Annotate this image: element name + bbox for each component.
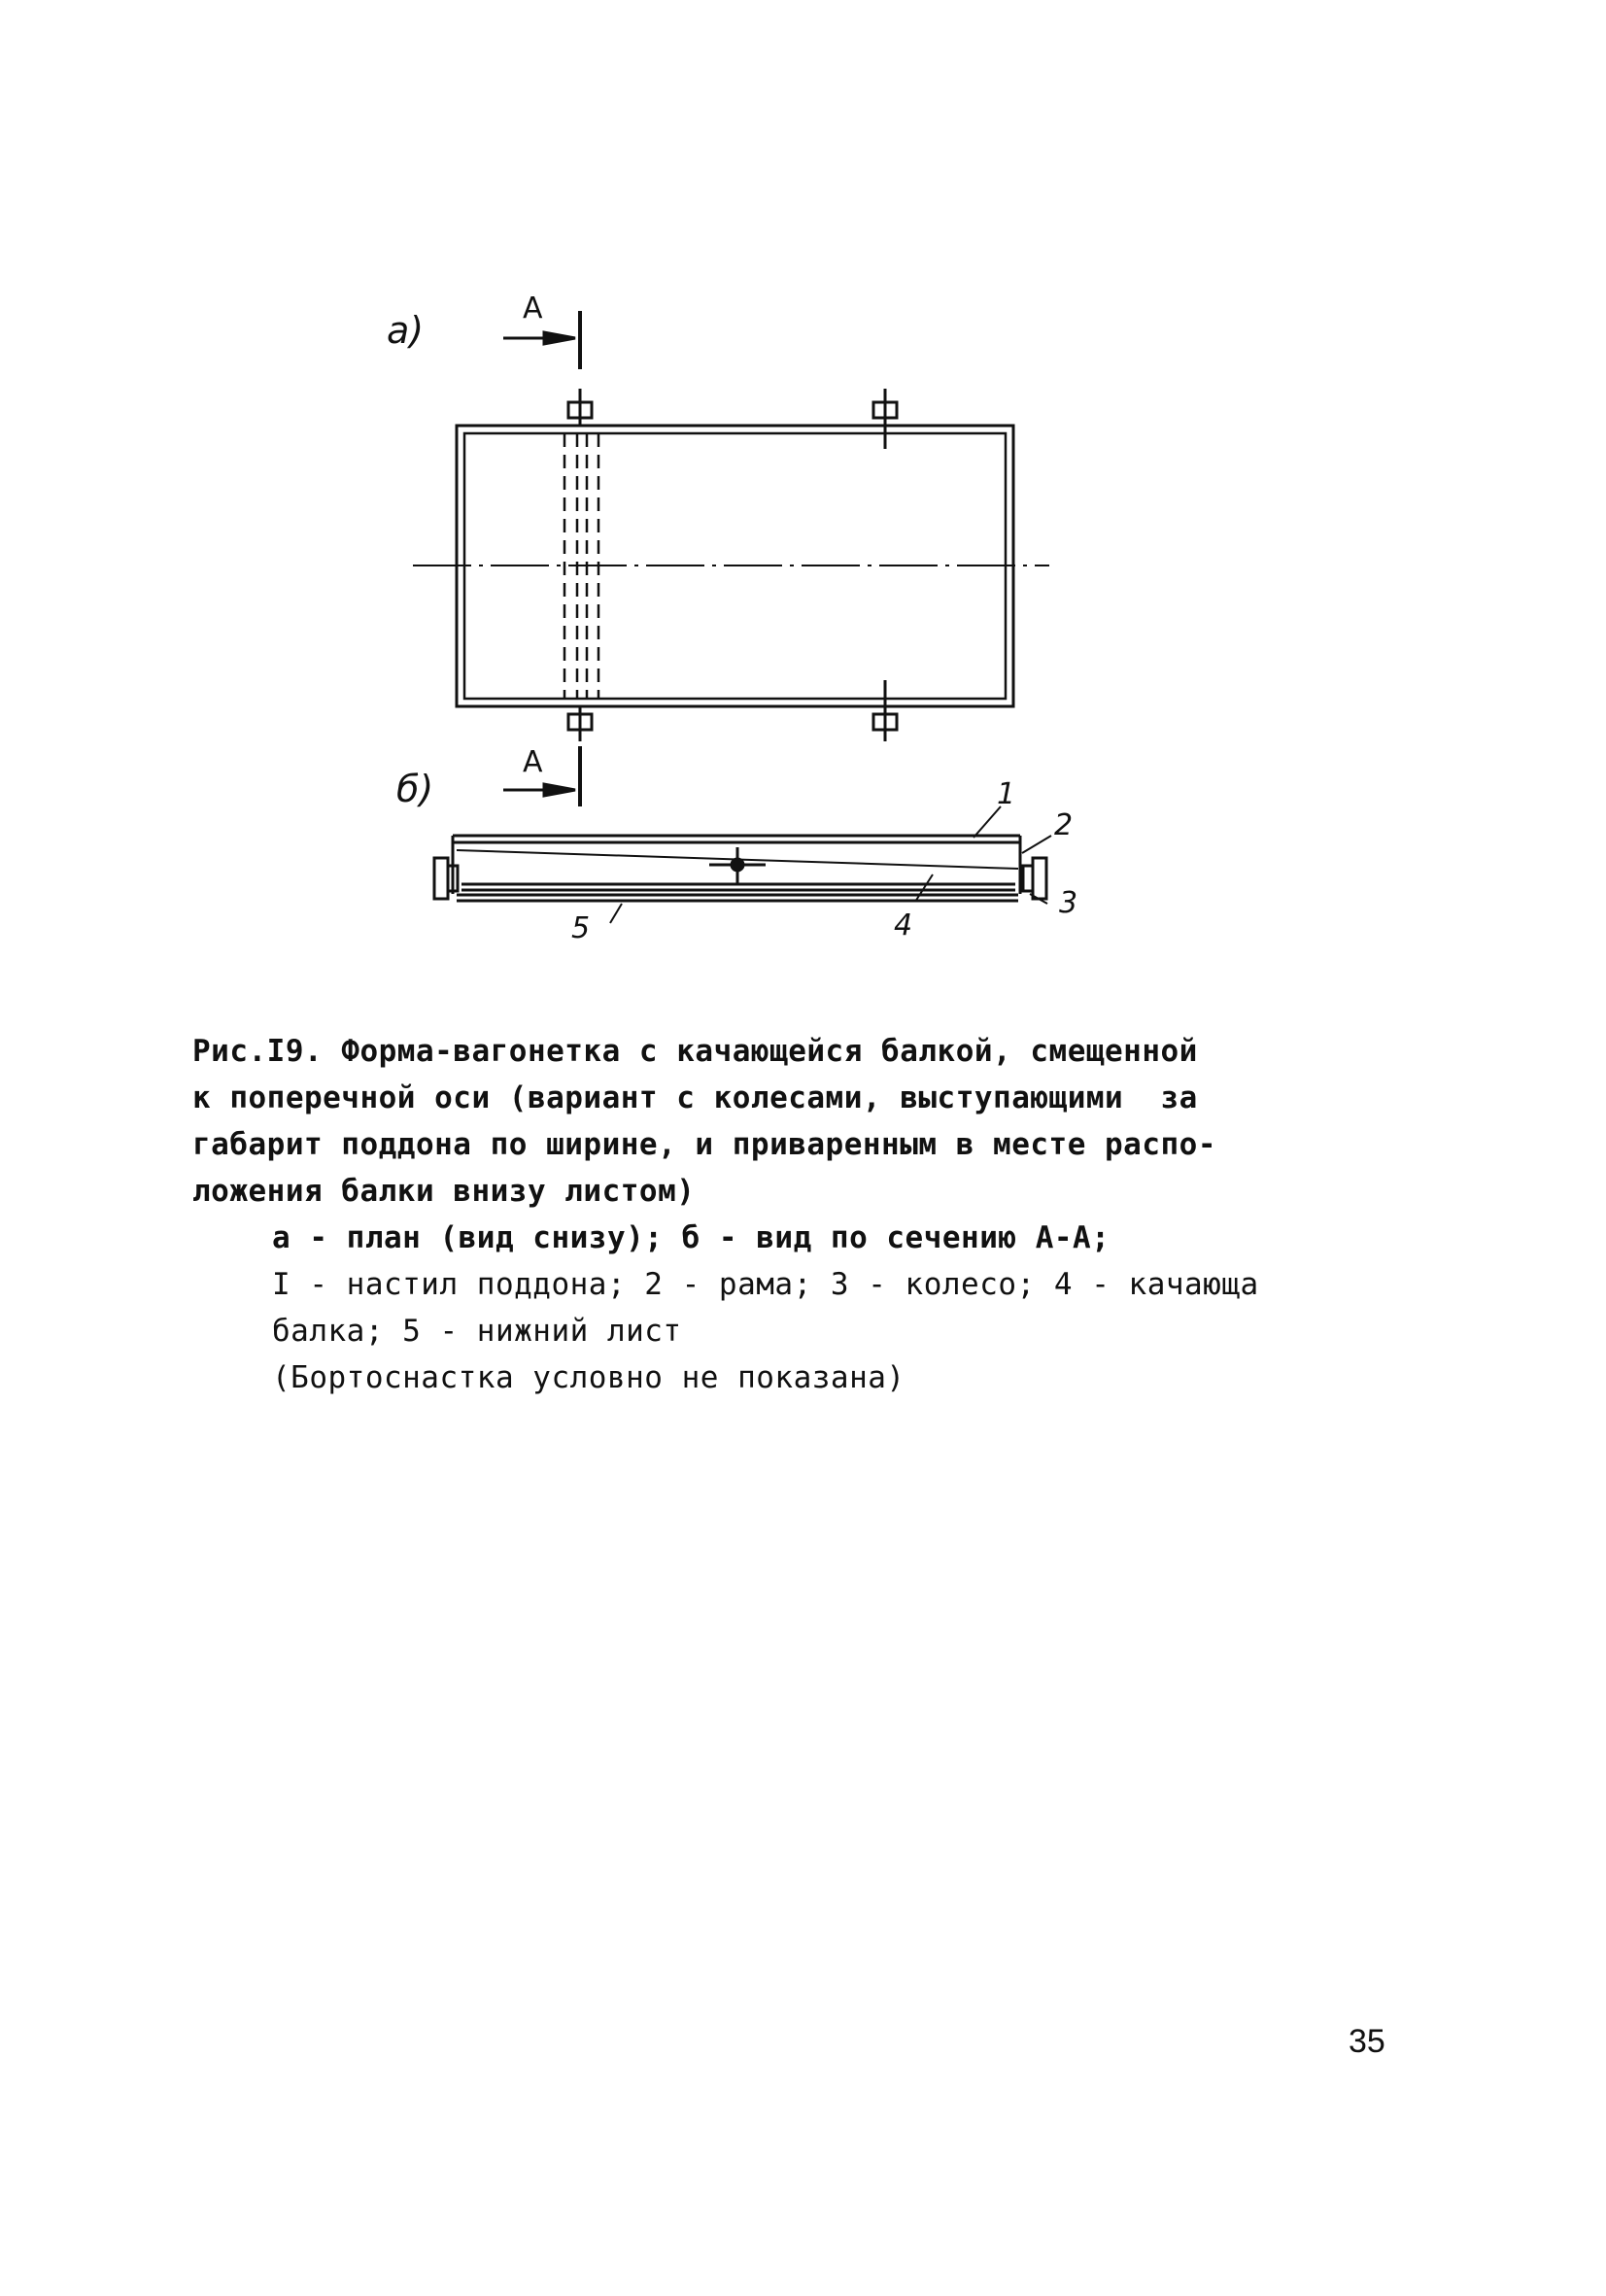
section-view xyxy=(434,836,1046,901)
callout-3: 3 xyxy=(1059,886,1078,920)
caption-line: габарит поддона по ширине, и приваренным в месте распо- xyxy=(192,1127,1216,1162)
callout-2: 2 xyxy=(1054,808,1074,842)
caption-line: к поперечной оси (вариант с колесами, выступающими за xyxy=(192,1080,1198,1115)
callout-5: 5 xyxy=(571,911,591,945)
wheel-top-right xyxy=(873,389,897,449)
wheel-bottom-right xyxy=(873,680,897,741)
legend-line: I - настил поддона; 2 - рама; 3 - колесо; 4 - качающа xyxy=(272,1267,1259,1302)
callout-1: 1 xyxy=(997,777,1016,811)
callout-leaders xyxy=(610,806,1051,923)
wheel-bottom-left xyxy=(568,706,592,741)
legend-line: балка; 5 - нижний лист xyxy=(272,1314,682,1349)
view-b-label: б) xyxy=(396,768,434,810)
callout-4: 4 xyxy=(894,908,913,942)
section-mark-top: А xyxy=(523,291,543,326)
figure-caption xyxy=(192,1028,1358,1401)
wheel-top-left xyxy=(568,389,592,426)
section-mark-bottom: А xyxy=(523,745,543,779)
page-number: 35 xyxy=(1349,2023,1385,2060)
caption-line: Рис.I9. Форма-вагонетка с качающейся балкой, смещенной xyxy=(192,1034,1198,1069)
caption-line: ложения балки внизу листом) xyxy=(192,1174,696,1209)
legend-line: а - план (вид снизу); б - вид по сечению А-А; xyxy=(272,1220,1111,1255)
technical-drawing xyxy=(0,0,1606,972)
legend-line: (Бортоснастка условно не показана) xyxy=(272,1360,906,1395)
view-a-label: а) xyxy=(387,309,425,352)
